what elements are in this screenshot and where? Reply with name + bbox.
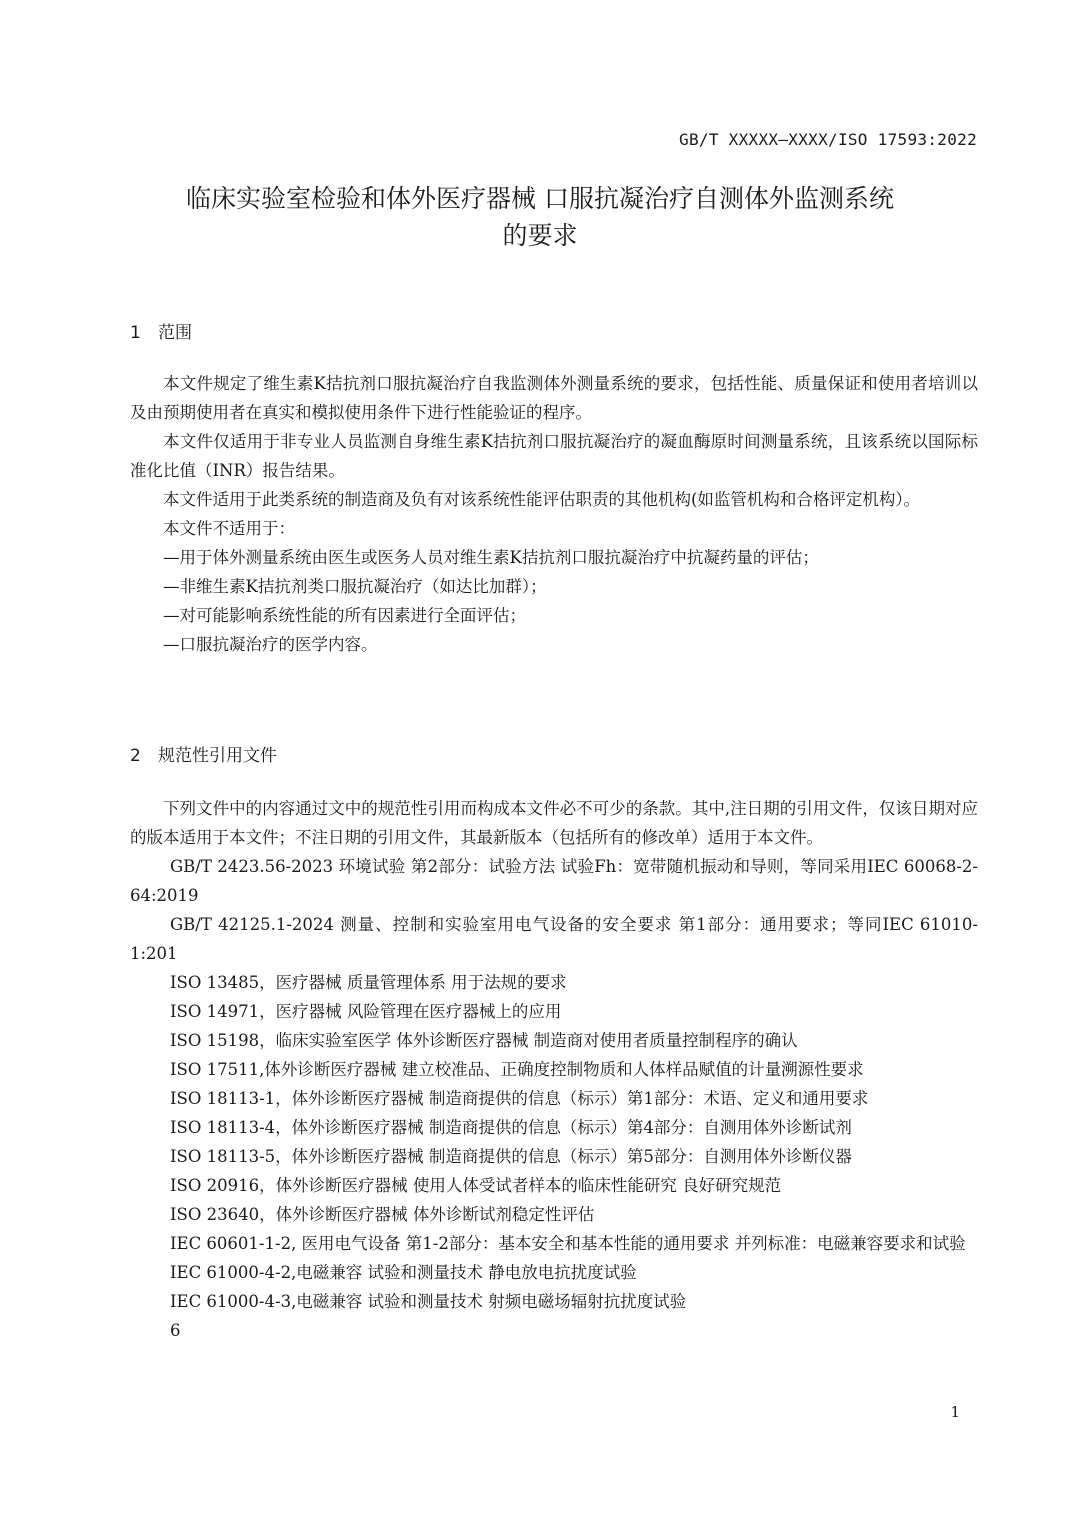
title-line-2: 的要求 bbox=[502, 221, 578, 250]
scope-paragraph-1: 本文件规定了维生素K拮抗剂口服抗凝治疗自我监测体外测量系统的要求，包括性能、质量保证和使用者培训以及由预期使用者在真实和模拟使用条件下进行性能验证的程序。 bbox=[130, 374, 978, 422]
section-2-heading bbox=[130, 741, 277, 766]
scope-paragraph-4: 本文件不适用于： bbox=[163, 519, 295, 538]
section-1-heading bbox=[130, 318, 192, 343]
section-1-number: 1 bbox=[130, 323, 141, 343]
reference-item: IEC 60601-1-2, 医用电气设备 第1-2部分：基本安全和基本性能的通用要求 并列标准：电磁兼容要求和试验 bbox=[170, 1234, 966, 1253]
exclusion-item-1: —用于体外测量系统由医生或医务人员对维生素K拮抗剂口服抗凝治疗中抗凝药量的评估； bbox=[163, 548, 819, 567]
reference-item: ISO 18113-1，体外诊断医疗器械 制造商提供的信息（标示）第1部分：术语、定义和通用要求 bbox=[170, 1089, 869, 1108]
reference-item: ISO 17511,体外诊断医疗器械 建立校准品、正确度控制物质和人体样品赋值的计量溯源性要求 bbox=[170, 1060, 864, 1079]
reference-item: ISO 14971，医疗器械 风险管理在医疗器械上的应用 bbox=[170, 1002, 562, 1021]
scope-paragraph-2: 本文件仅适用于非专业人员监测自身维生素K拮抗剂口服抗凝治疗的凝血酶原时间测量系统，且该系统以国际标准化比值（INR）报告结果。 bbox=[130, 432, 978, 480]
title-line-1: 临床实验室检验和体外医疗器械 口服抗凝治疗自测体外监测系统 bbox=[186, 184, 894, 213]
section-1-title: 范围 bbox=[158, 323, 192, 343]
standard-number: GB/T XXXXX—XXXX/ISO 17593:2022 bbox=[679, 130, 977, 149]
reference-item: GB/T 42125.1-2024 测量、控制和实验室用电气设备的安全要求 第1部分：通用要求；等同IEC 61010-1:201 bbox=[130, 915, 978, 963]
reference-item: IEC 61000-4-2,电磁兼容 试验和测量技术 静电放电抗扰度试验 bbox=[170, 1263, 637, 1282]
section-2-body bbox=[130, 794, 978, 1345]
reference-item: 6 bbox=[170, 1321, 181, 1340]
reference-item: ISO 20916，体外诊断医疗器械 使用人体受试者样本的临床性能研究 良好研究规范 bbox=[170, 1176, 782, 1195]
reference-item: ISO 23640，体外诊断医疗器械 体外诊断试剂稳定性评估 bbox=[170, 1205, 595, 1224]
references-intro: 下列文件中的内容通过文中的规范性引用而构成本文件必不可少的条款。其中,注日期的引用文件，仅该日期对应的版本适用于本文件；不注日期的引用文件，其最新版本（包括所有的修改单）适用于本文件。 bbox=[130, 799, 978, 847]
section-1-body bbox=[130, 369, 978, 659]
page-number: 1 bbox=[950, 1403, 960, 1421]
reference-item: ISO 18113-4，体外诊断医疗器械 制造商提供的信息（标示）第4部分：自测用体外诊断试剂 bbox=[170, 1118, 852, 1137]
reference-item: ISO 13485，医疗器械 质量管理体系 用于法规的要求 bbox=[170, 973, 567, 992]
exclusion-item-3: —对可能影响系统性能的所有因素进行全面评估； bbox=[163, 606, 526, 625]
scope-paragraph-3: 本文件适用于此类系统的制造商及负有对该系统性能评估职责的其他机构(如监管机构和合格评定机构）。 bbox=[163, 490, 921, 509]
reference-item: ISO 18113-5，体外诊断医疗器械 制造商提供的信息（标示）第5部分：自测用体外诊断仪器 bbox=[170, 1147, 852, 1166]
exclusion-item-2: —非维生素K拮抗剂类口服抗凝治疗（如达比加群）； bbox=[163, 577, 547, 596]
section-2-number: 2 bbox=[130, 746, 141, 766]
document-title bbox=[110, 180, 970, 254]
exclusion-item-4: —口服抗凝治疗的医学内容。 bbox=[163, 635, 378, 654]
reference-item: GB/T 2423.56-2023 环境试验 第2部分：试验方法 试验Fh：宽带随机振动和导则，等同采用IEC 60068-2-64:2019 bbox=[130, 857, 978, 905]
section-2-title: 规范性引用文件 bbox=[158, 746, 277, 766]
reference-item: ISO 15198，临床实验室医学 体外诊断医疗器械 制造商对使用者质量控制程序的确认 bbox=[170, 1031, 798, 1050]
reference-item: IEC 61000-4-3,电磁兼容 试验和测量技术 射频电磁场辐射抗扰度试验 bbox=[170, 1292, 687, 1311]
